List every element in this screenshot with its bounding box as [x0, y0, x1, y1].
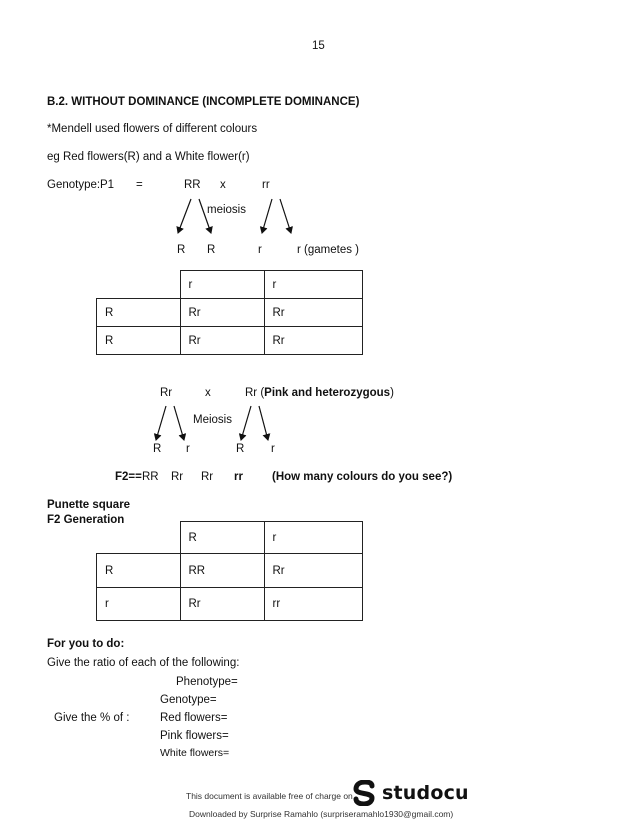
grid2-header-cell: R	[180, 522, 264, 554]
arrow-5	[156, 406, 166, 440]
parent2-genotype: rr	[262, 179, 270, 191]
arrow-2	[199, 199, 211, 233]
grid1-row-label: R	[97, 299, 181, 327]
arrow-3	[262, 199, 272, 233]
f2-label: F2==	[115, 471, 142, 483]
grid1-header-cell: r	[264, 271, 362, 299]
grid1-row-label: R	[97, 327, 181, 355]
gamete-3: r	[258, 244, 262, 256]
gamete2-3: R	[236, 443, 245, 455]
grid2-row-label: R	[97, 554, 181, 588]
grid1-cell: Rr	[180, 299, 264, 327]
grid1-cell: Rr	[180, 327, 264, 355]
grid1-cell: Rr	[264, 327, 362, 355]
grid2-cell: Rr	[264, 554, 362, 588]
equals-sign: =	[136, 179, 143, 191]
footer-available-note: This document is available free of charge on	[186, 791, 353, 801]
cross-symbol: x	[220, 179, 226, 191]
grid2-header-cell: r	[264, 522, 362, 554]
cross2-parent2-bold: Pink and heterozygous	[264, 387, 391, 399]
section-heading: B.2. WITHOUT DOMINANCE (INCOMPLETE DOMINANCE)	[47, 96, 360, 108]
intro-line-2: eg Red flowers(R) and a White flower(r)	[47, 151, 250, 163]
gamete2-2: r	[186, 443, 190, 455]
parent1-genotype: RR	[184, 179, 201, 191]
footer-downloaded-note: Downloaded by Surprise Ramahlo (surpriseramahlo1930@gmail.com)	[189, 809, 454, 819]
arrow-4	[280, 199, 291, 233]
f2-offspring-2: Rr	[171, 471, 184, 483]
arrow-7	[241, 406, 251, 440]
studocu-logo[interactable]	[352, 780, 469, 806]
cross2-parent1: Rr	[160, 387, 173, 399]
pink-flowers-label: Pink flowers=	[160, 730, 229, 742]
grid1-corner	[97, 271, 181, 299]
intro-line-1: *Mendell used flowers of different colours	[47, 123, 258, 135]
gamete-1: R	[177, 244, 186, 256]
p1-label: P1	[100, 179, 115, 191]
white-flowers-label: White flowers=	[160, 747, 230, 759]
grid2-row-label: r	[97, 588, 181, 621]
gamete-4: r (gametes )	[297, 244, 359, 256]
grid2-corner	[97, 522, 181, 554]
f2-offspring-4: rr	[234, 471, 243, 483]
cross2-parent2	[245, 386, 394, 400]
studocu-wordmark: studocu	[382, 782, 469, 804]
f2-generation-title: F2 Generation	[47, 514, 125, 526]
genotype-ratio-label: Genotype=	[160, 694, 217, 706]
arrow-6	[174, 406, 184, 440]
give-percent-label: Give the % of :	[54, 712, 130, 724]
f2-offspring-3: Rr	[201, 471, 214, 483]
grid1-cell: Rr	[264, 299, 362, 327]
genotype-label: Genotype:	[47, 179, 101, 191]
grid2-cell: RR	[180, 554, 264, 588]
gamete2-1: R	[153, 443, 162, 455]
punnett-grid-1	[96, 270, 363, 355]
cross2-symbol: x	[205, 387, 211, 399]
meiosis-label-2: Meiosis	[193, 414, 232, 426]
arrow-8	[259, 406, 268, 440]
grid2-cell: Rr	[180, 588, 264, 621]
f2-offspring-1: RR	[142, 471, 159, 483]
todo-title: For you to do:	[47, 638, 125, 650]
cross2-parent2-suffix: )	[390, 387, 394, 399]
grid1-header-cell: r	[180, 271, 264, 299]
gamete-2: R	[207, 244, 216, 256]
cross2-parent2-prefix: Rr (	[245, 387, 265, 399]
arrow-1	[178, 199, 191, 233]
punnett-title: Punette square	[47, 499, 131, 511]
todo-instruction: Give the ratio of each of the following:	[47, 657, 240, 669]
studocu-s-icon	[352, 780, 378, 806]
f2-question: (How many colours do you see?)	[272, 471, 453, 483]
punnett-grid-2	[96, 521, 363, 621]
gamete2-4: r	[271, 443, 275, 455]
grid2-cell: rr	[264, 588, 362, 621]
red-flowers-label: Red flowers=	[160, 712, 228, 724]
page-number: 15	[312, 40, 325, 52]
phenotype-label: Phenotype=	[176, 676, 238, 688]
meiosis-label-1: meiosis	[207, 204, 246, 216]
